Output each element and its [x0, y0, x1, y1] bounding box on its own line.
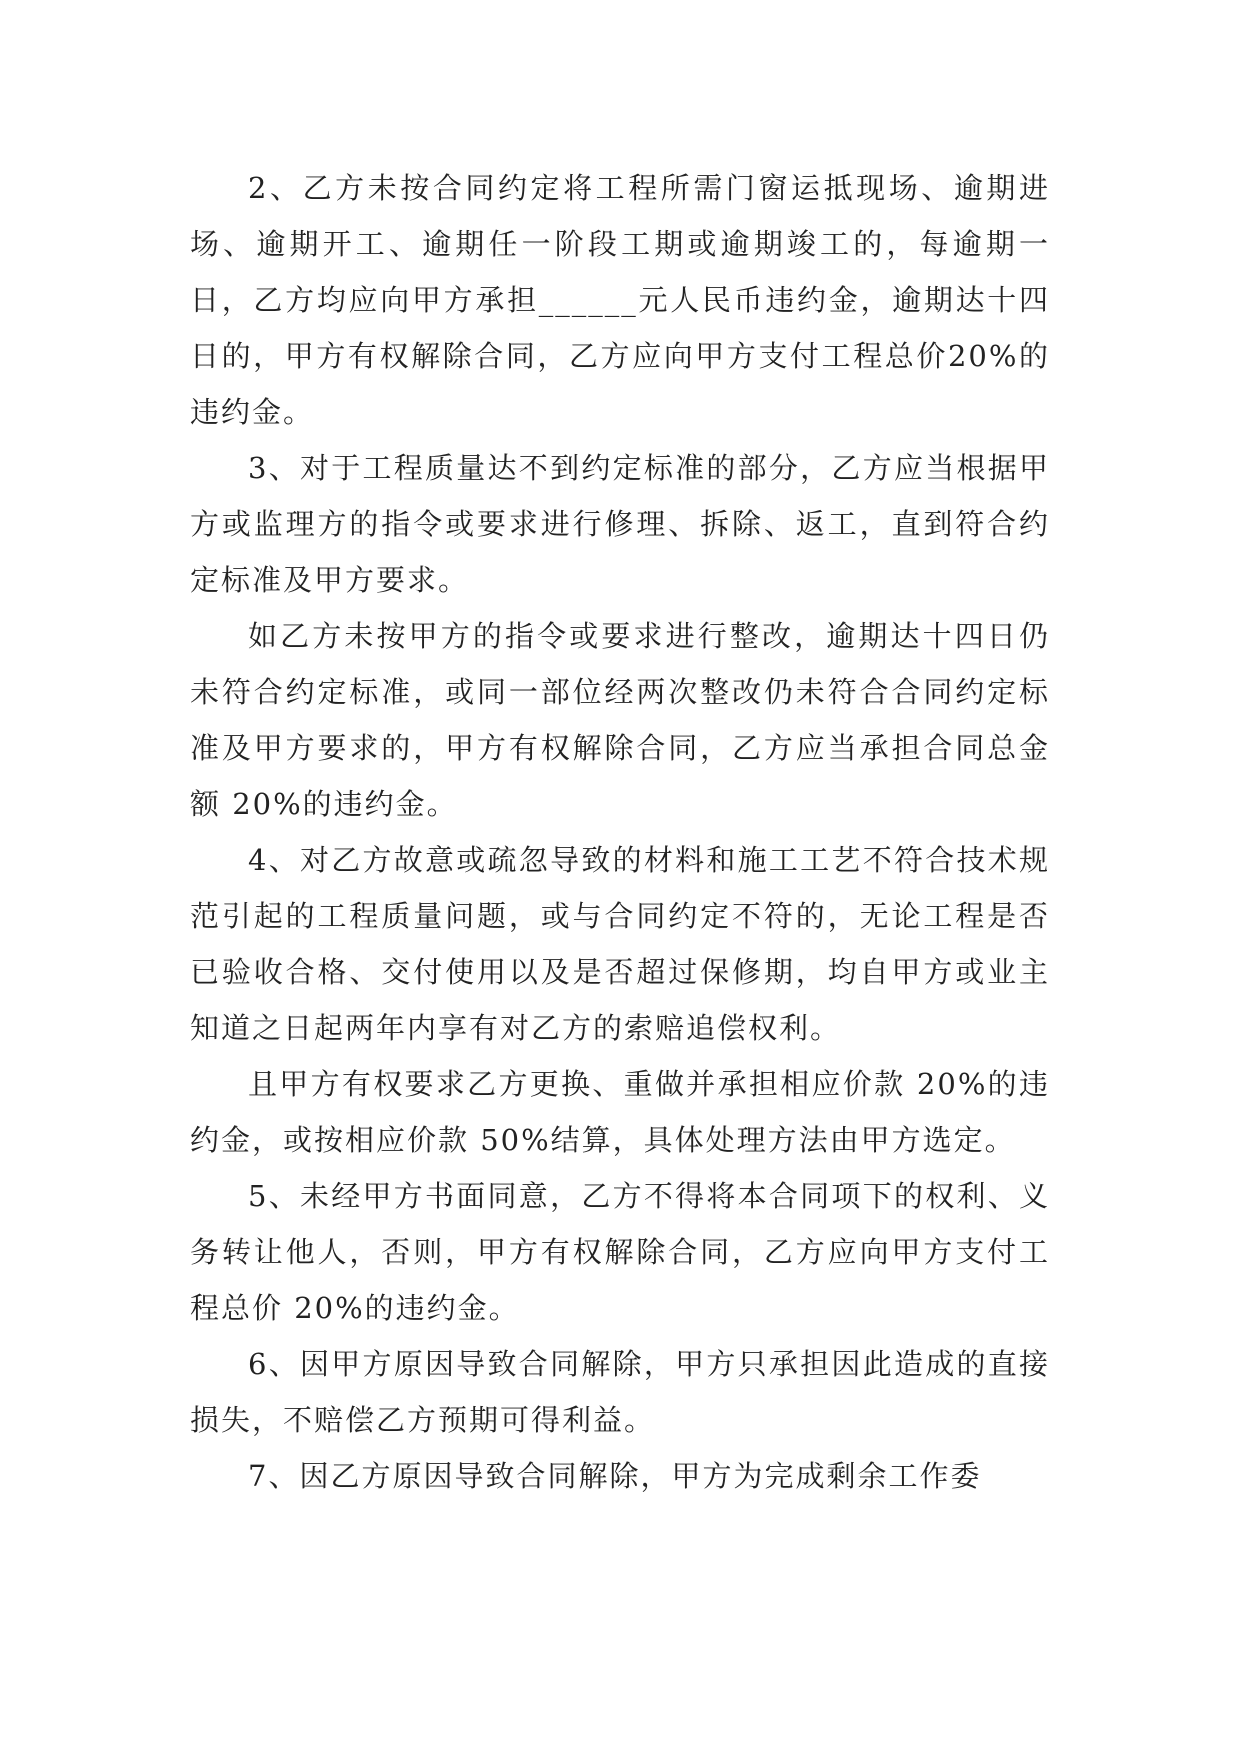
- paragraph-clause-4: 4、对乙方故意或疏忽导致的材料和施工工艺不符合技术规范引起的工程质量问题，或与合同约定不符的，无论工程是否已验收合格、交付使用以及是否超过保修期，均自甲方或业主知道之日起两年内享有对乙方的索赔追偿权利。: [190, 843, 1050, 1045]
- paragraph-clause-3-rectification: 如乙方未按甲方的指令或要求进行整改，逾期达十四日仍未符合约定标准，或同一部位经两次整改仍未符合合同约定标准及甲方要求的，甲方有权解除合同，乙方应当承担合同总金额 20%的违约金。: [190, 619, 1050, 821]
- paragraph-clause-2: 2、乙方未按合同约定将工程所需门窗运抵现场、逾期进场、逾期开工、逾期任一阶段工期或逾期竣工的，每逾期一日，乙方均应向甲方承担______元人民币违约金，逾期达十四日的，甲方有权解除合同，乙方应向甲方支付工程总价20%的违约金。: [190, 171, 1050, 429]
- paragraph-clause-7: 7、因乙方原因导致合同解除，甲方为完成剩余工作委: [248, 1459, 982, 1493]
- paragraph-clause-6: 6、因甲方原因导致合同解除，甲方只承担因此造成的直接损失，不赔偿乙方预期可得利益。: [190, 1347, 1050, 1437]
- paragraph-clause-4-remedy: 且甲方有权要求乙方更换、重做并承担相应价款 20%的违约金，或按相应价款 50%结算，具体处理方法由甲方选定。: [190, 1067, 1050, 1157]
- document-body: [190, 160, 1050, 1504]
- paragraph-clause-3: 3、对于工程质量达不到约定标准的部分，乙方应当根据甲方或监理方的指令或要求进行修理、拆除、返工，直到符合约定标准及甲方要求。: [190, 451, 1050, 597]
- paragraph-clause-5: 5、未经甲方书面同意，乙方不得将本合同项下的权利、义务转让他人，否则，甲方有权解除合同，乙方应向甲方支付工程总价 20%的违约金。: [190, 1179, 1050, 1325]
